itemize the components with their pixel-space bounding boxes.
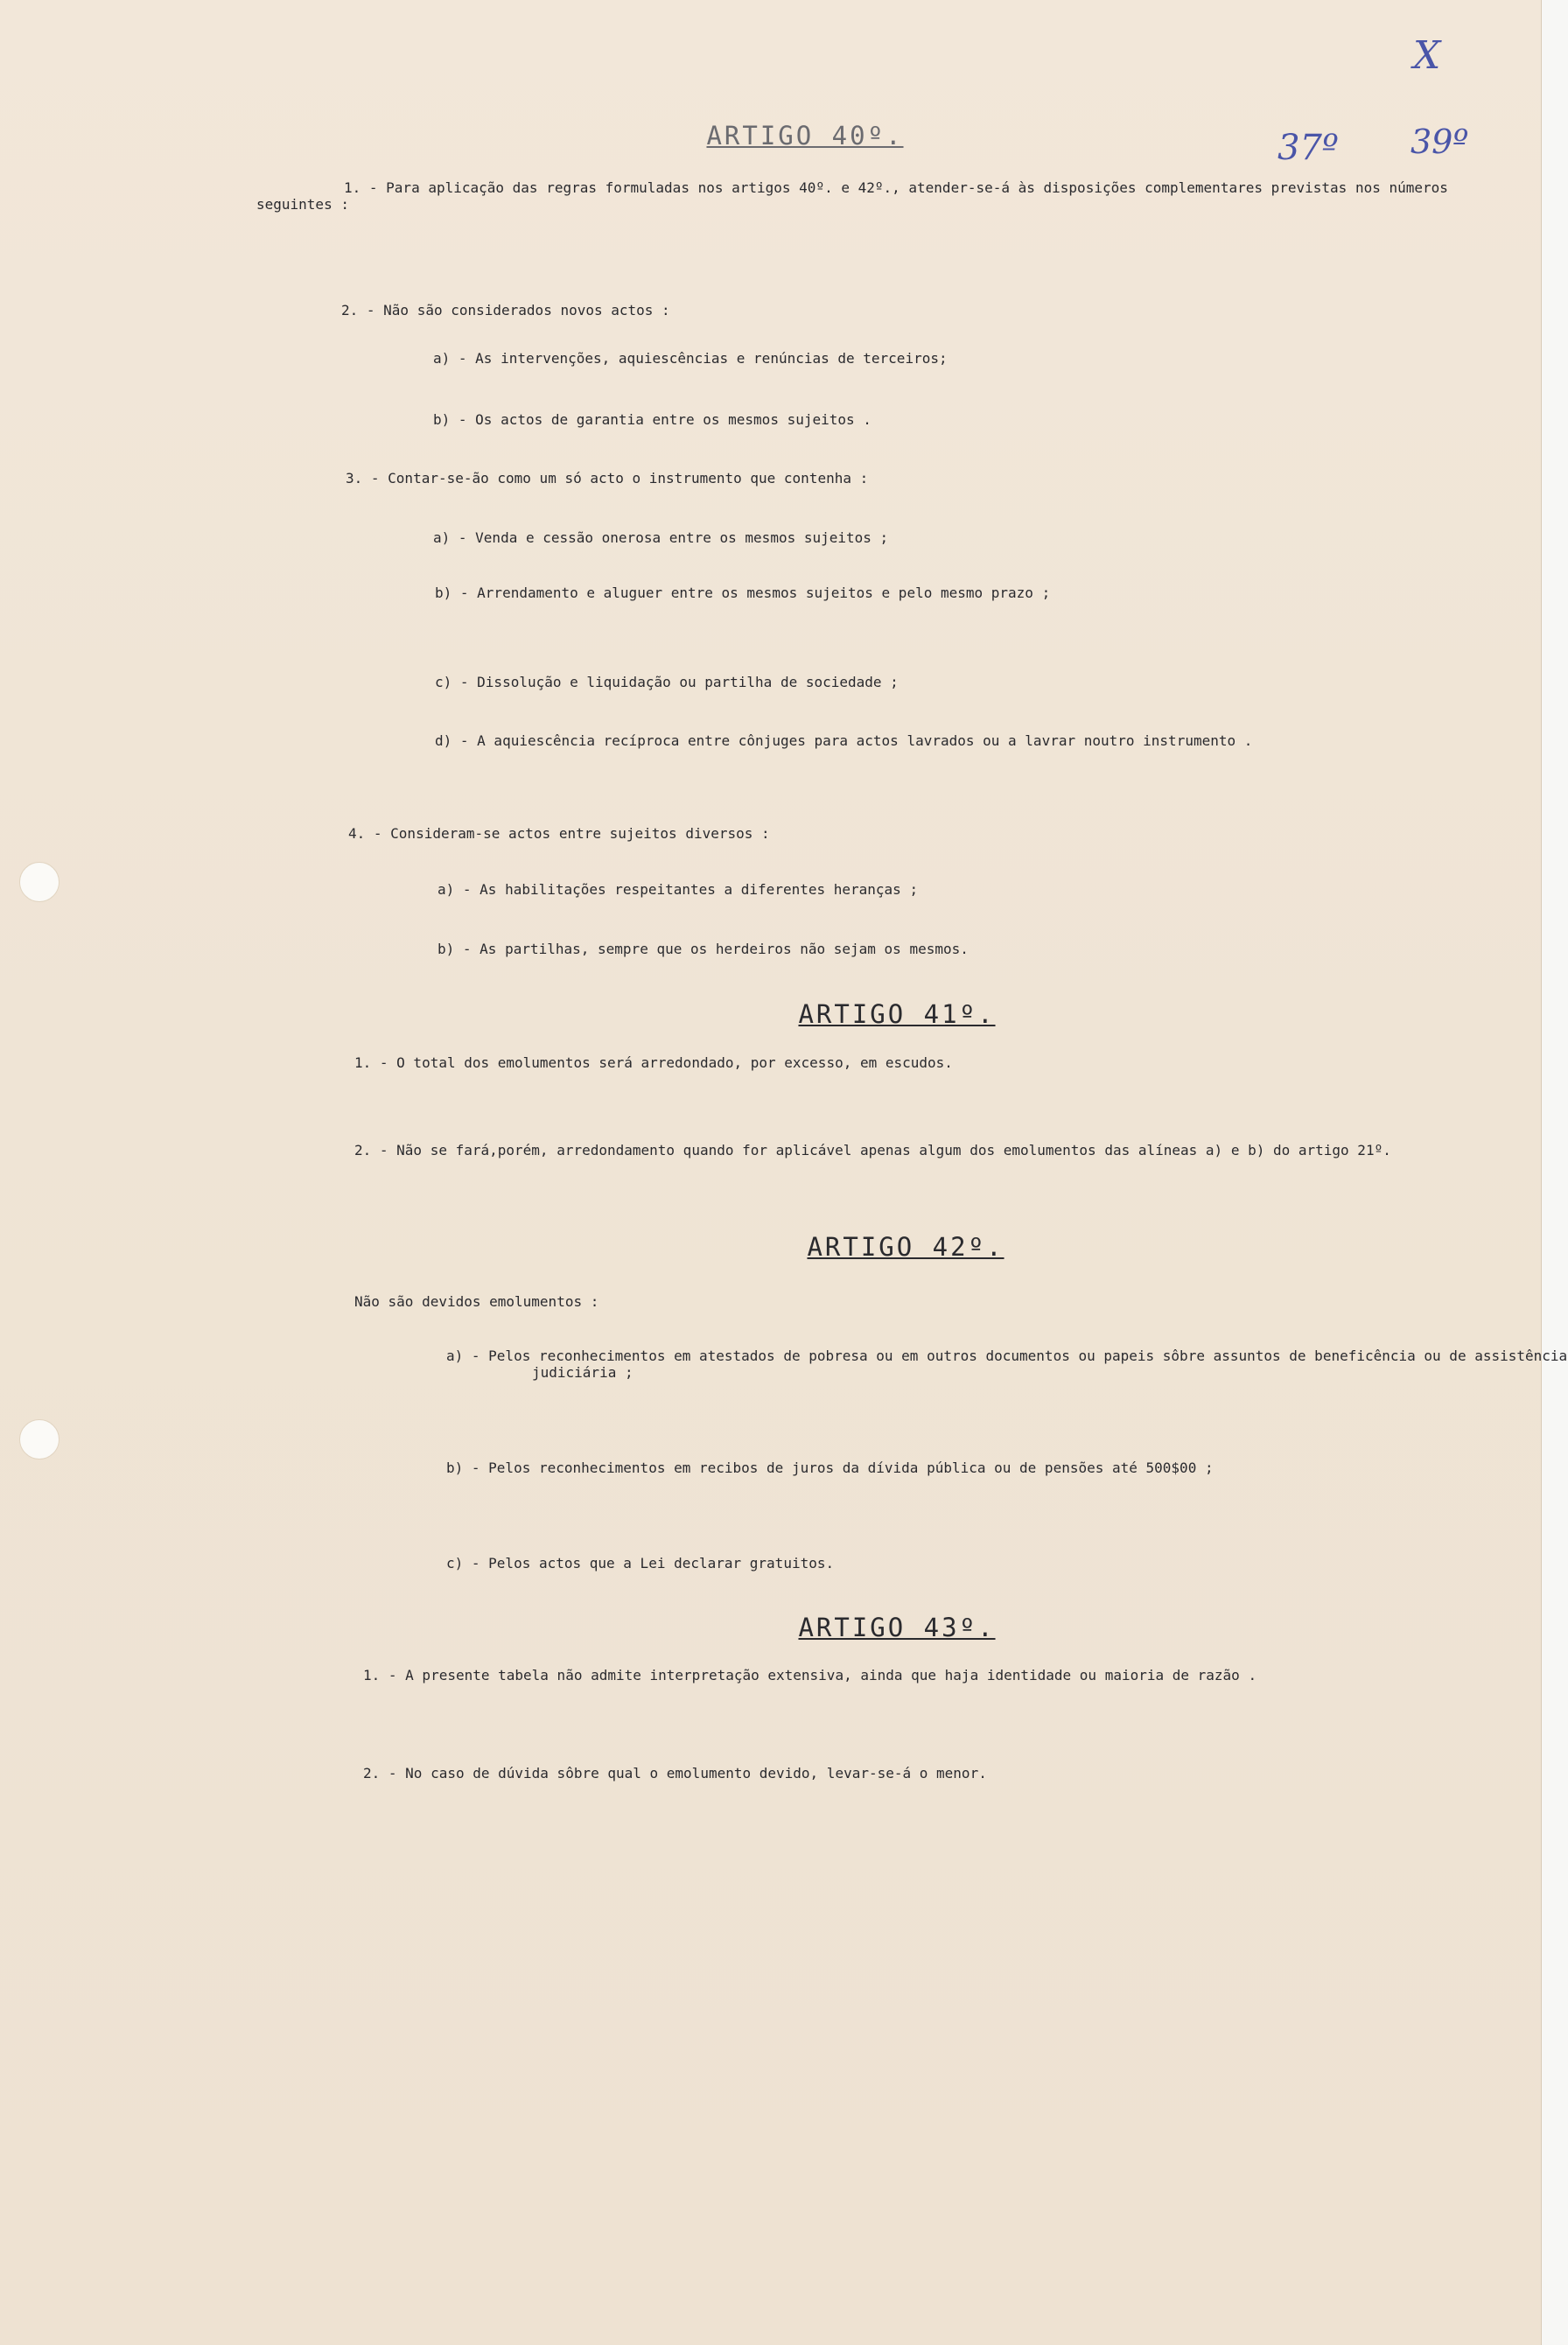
handwritten-corner-mark: X [1413,33,1441,78]
heading-artigo-43: ARTIGO 43º. [798,1613,996,1642]
art41-paragraph-1: 1. - O total dos emolumentos será arredondado, por excesso, em escudos. [354,1054,953,1071]
art42-item-a: a) - Pelos reconhecimentos em atestados de pobresa ou em outros documentos ou papeis sôbre assuntos de beneficência ou de assistência judiciária ; [446,1348,1568,1381]
art40-item-2a: a) - As intervenções, aquiescências e renúncias de terceiros; [433,350,948,367]
art42-item-b: b) - Pelos reconhecimentos em recibos de juros da dívida pública ou de pensões até 500$00 ; [446,1460,1214,1476]
punch-hole-top [19,862,60,902]
art40-item-4b: b) - As partilhas, sempre que os herdeiros não sejam os mesmos. [438,941,969,957]
handwritten-article-number-1: 37º [1278,128,1339,168]
art43-paragraph-1: 1. - A presente tabela não admite interpretação extensiva, ainda que haja identidade ou maioria de razão . [363,1667,1257,1684]
heading-artigo-42: ARTIGO 42º. [807,1232,1004,1262]
art42-intro: Não são devidos emolumentos : [354,1293,599,1310]
art40-item-3d: d) - A aquiescência recíproca entre cônjuges para actos lavrados ou a lavrar noutro instrumento . [435,732,1253,749]
heading-artigo-40: ARTIGO 40º. [706,121,904,150]
art40-paragraph-1: 1. - Para aplicação das regras formuladas nos artigos 40º. e 42º., atender-se-á às disposições complementares previstas nos números seguintes : [256,179,1448,213]
art40-item-2b: b) - Os actos de garantia entre os mesmos sujeitos . [433,411,872,428]
art40-item-3b: b) - Arrendamento e aluguer entre os mesmos sujeitos e pelo mesmo prazo ; [435,584,1051,601]
art40-item-4a: a) - As habilitações respeitantes a diferentes heranças ; [438,881,919,898]
art40-item-3a: a) - Venda e cessão onerosa entre os mesmos sujeitos ; [433,529,889,546]
punch-hole-bottom [19,1419,60,1460]
art40-item-3c: c) - Dissolução e liquidação ou partilha de sociedade ; [435,674,899,690]
page-edge [1541,0,1568,2345]
art43-paragraph-2: 2. - No caso de dúvida sôbre qual o emolumento devido, levar-se-á o menor. [363,1765,987,1782]
art40-paragraph-4: 4. - Consideram-se actos entre sujeitos diversos : [348,825,770,842]
handwritten-article-number-2: 39º [1410,122,1469,161]
art41-paragraph-2: 2. - Não se fará,porém, arredondamento quando for aplicável apenas algum dos emolumentos das alíneas a) e b) do artigo 21º. [354,1142,1391,1158]
art40-paragraph-2: 2. - Não são considerados novos actos : [341,302,670,318]
art40-paragraph-3: 3. - Contar-se-ão como um só acto o instrumento que contenha : [346,470,869,486]
heading-artigo-41: ARTIGO 41º. [798,999,996,1029]
art42-item-c: c) - Pelos actos que a Lei declarar gratuitos. [446,1555,835,1572]
